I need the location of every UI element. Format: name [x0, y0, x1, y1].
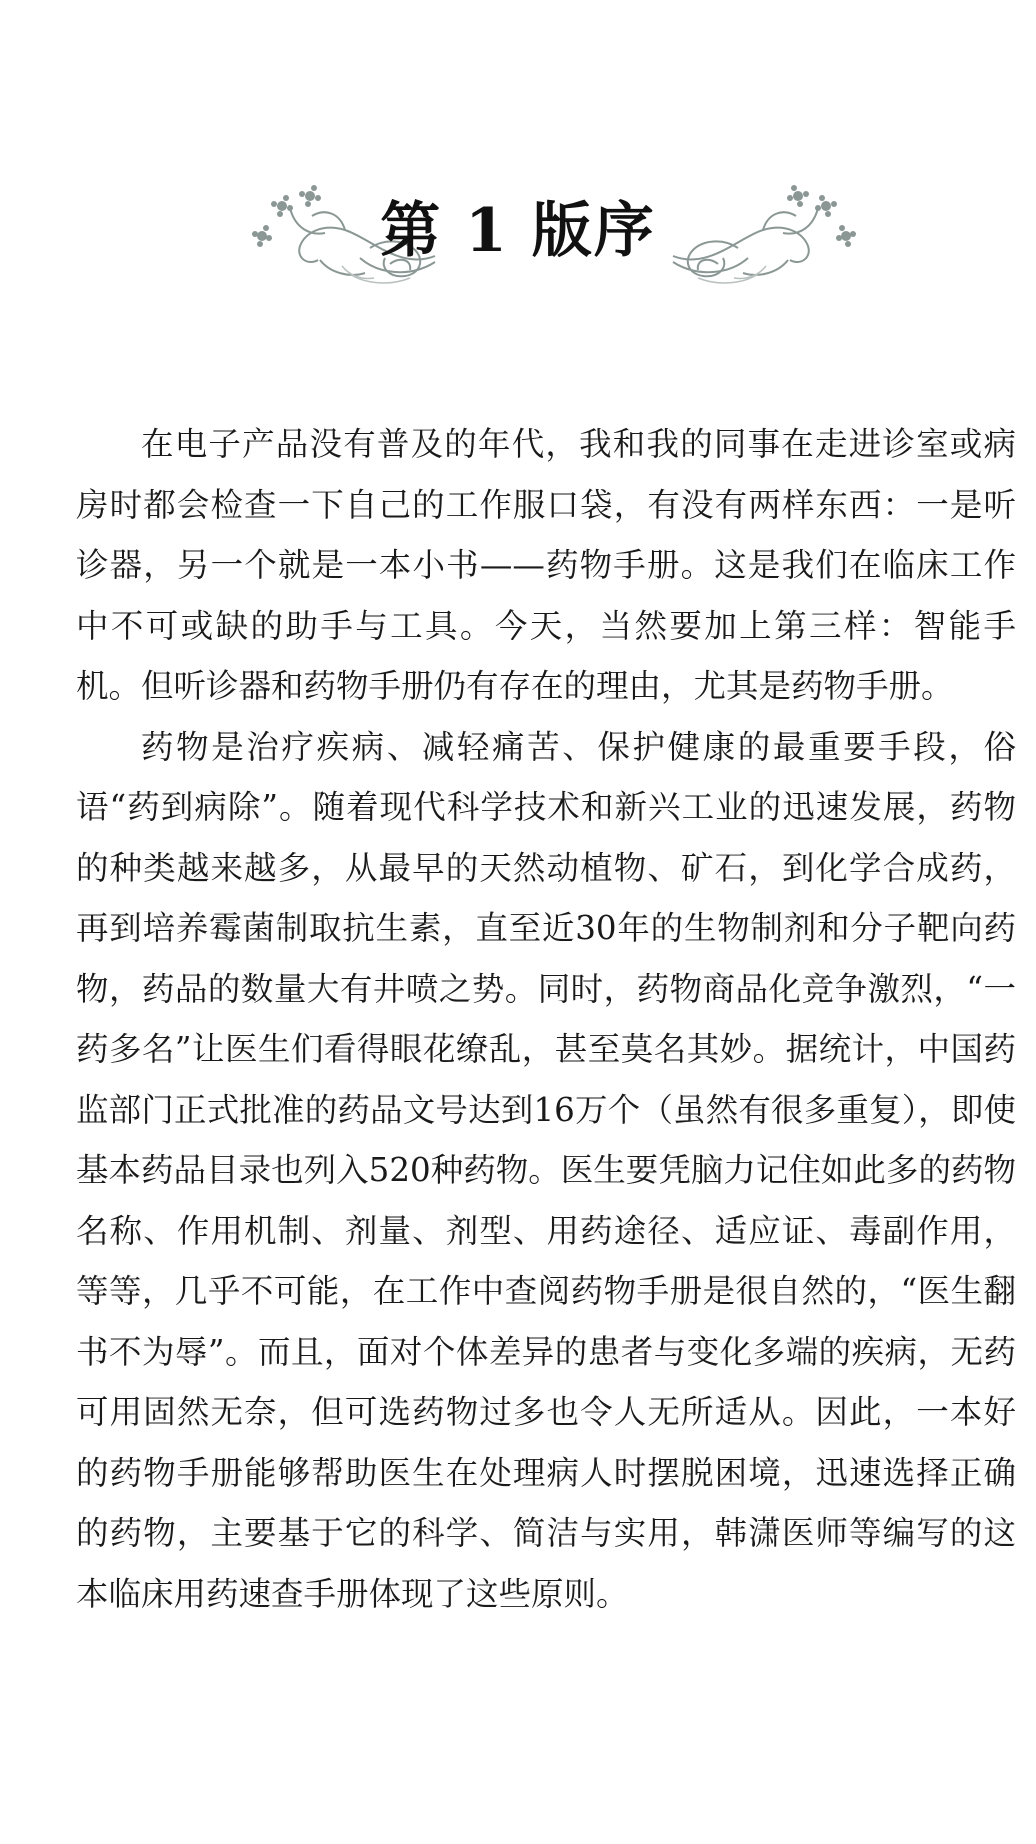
chapter-heading — [0, 170, 1036, 290]
paragraph: 药物是治疗疾病、减轻痛苦、保护健康的最重要手段，俗语“药到病除”。随着现代科学技术和新兴工业的迅速发展，药物的种类越来越多，从最早的天然动植物、矿石，到化学合成药，再到培养霉菌制取抗生素，直至近30年的生物制剂和分子靶向药物，药品的数量大有井喷之势。同时，药物商品化竞争激烈，“一药多名”让医生们看得眼花缭乱，甚至莫名其妙。据统计，中国药监部门正式批准的药品文号达到16万个（虽然有很多重复），即使基本药品目录也列入520种药物。医生要凭脑力记住如此多的药物名称、作用机制、剂量、剂型、用药途径、适应证、毒副作用，等等，几乎不可能，在工作中查阅药物手册是很自然的，“医生翻书不为辱”。而且，面对个体差异的患者与变化多端的疾病，无药可用固然无奈，但可选药物过多也令人无所适从。因此，一本好的药物手册能够帮助医生在处理病人时摆脱困境，迅速选择正确的药物，主要基于它的科学、简洁与实用，韩潇医师等编写的这本临床用药速查手册体现了这些原则。 — [76, 727, 1016, 1613]
paragraph: 在电子产品没有普及的年代，我和我的同事在走进诊室或病房时都会检查一下自己的工作服口袋，有没有两样东西：一是听诊器，另一个就是一本小书——药物手册。这是我们在临床工作中不可或缺的助手与工具。今天，当然要加上第三样：智能手机。但听诊器和药物手册仍有存在的理由，尤其是药物手册。 — [76, 425, 1016, 705]
floral-ornament-right-icon — [668, 178, 858, 288]
preface-body — [76, 414, 1016, 1624]
chapter-title: 第 1 版序 — [380, 196, 656, 266]
